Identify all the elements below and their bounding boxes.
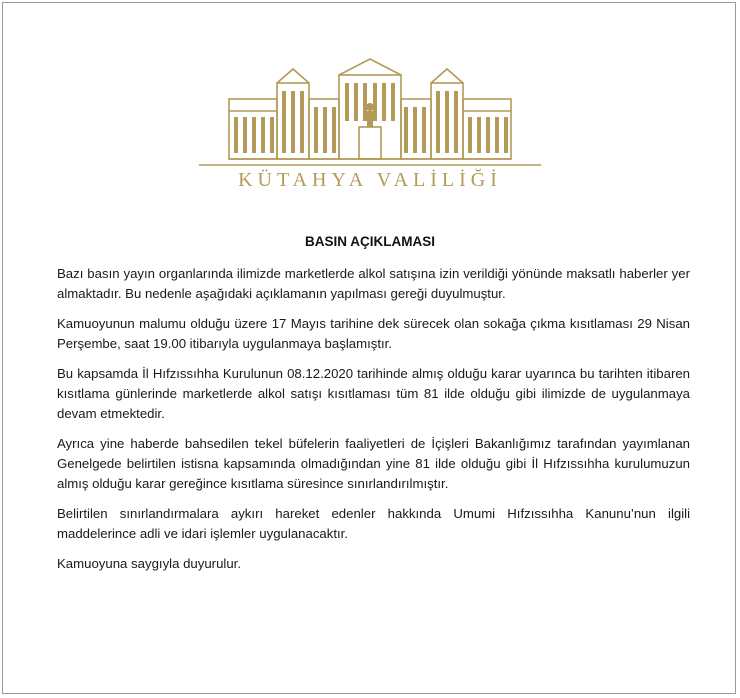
paragraph: Kamuoyunun malumu olduğu üzere 17 Mayıs tarihine dek sürecek olan sokağa çıkma kısıtlaması 29 Nisan Perşembe, saat 19.00 itibarıyla uygulanmaya başlamıştır. bbox=[57, 316, 690, 351]
paragraph: Bazı basın yayın organlarında ilimizde marketlerde alkol satışına izin verildiği yönünde maksatlı haberler yer almaktadır. Bu nedenle aşağıdaki açıklamanın yapılması gereği duyulmuştur. bbox=[57, 266, 690, 301]
document-page bbox=[2, 2, 736, 694]
paragraph: Kamuoyuna saygıyla duyurulur. bbox=[57, 556, 241, 571]
paragraph: Bu kapsamda İl Hıfzıssıhha Kurulunun 08.12.2020 tarihinde almış olduğu karar uyarınca bu tarihten itibaren kısıtlama günlerinde marketlerde alkol satışı kısıtlaması tüm 81 ilde olduğu gibi ilimizde de uygulanmaya devam etmektedir. bbox=[57, 366, 690, 421]
document-title: BASIN AÇIKLAMASI bbox=[305, 234, 435, 249]
paragraph: Belirtilen sınırlandırmalara aykırı hareket edenler hakkında Umumi Hıfzıssıhha Kanunu’nun ilgili maddelerince adli ve idari işlemler uygulanacaktır. bbox=[57, 506, 690, 541]
paragraph: Ayrıca yine haberde bahsedilen tekel büfelerin faaliyetleri de İçişleri Bakanlığımız tarafından yayımlanan Genelgede belirtilen istisna kapsamında olmadığından yine 81 ilde olduğu gibi İl Hıfzıssıhha kurulumuzun almış olduğu karar gereğince kısıtlama süresince sınırlandırılmıştır. bbox=[57, 436, 690, 491]
document-body bbox=[57, 264, 690, 584]
institution-name: KÜTAHYA VALİLİĞİ bbox=[238, 169, 502, 191]
